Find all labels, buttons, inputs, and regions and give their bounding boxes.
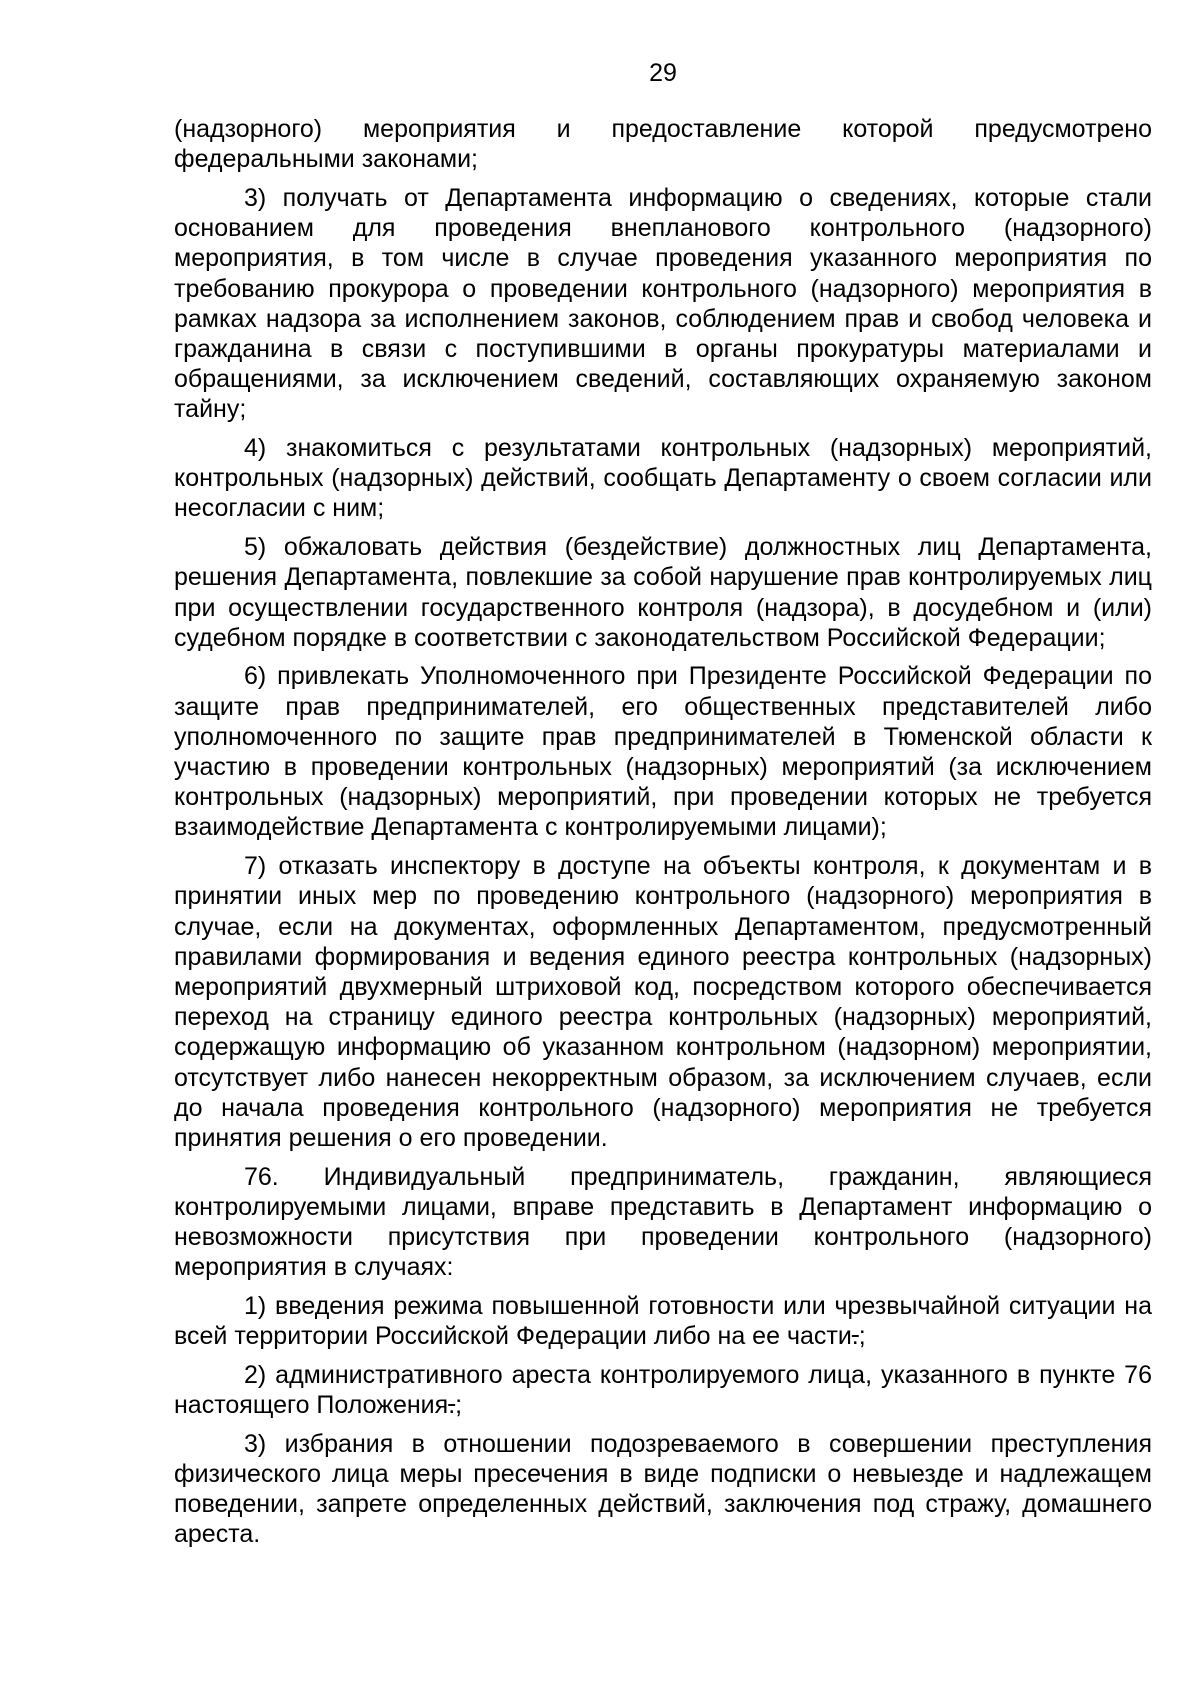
struck-period: . — [851, 1322, 859, 1351]
paragraph-item-7: 7) отказать инспектору в доступе на объекты контроля, к документам и в принятии иных мер по проведению контрольного (надзорного) мероприятия в случае, если на документах, оформленных Департаментом, предусмотренный правилами формирования и ведения единого реестра контрольных (надзорных) мероприятий двухмерный штриховой код, посредством которого обеспечивается переход на страницу единого реестра контрольных (надзорных) мероприятий, содержащую информацию об указанном контрольном (надзорном) мероприятии, отсутствует либо нанесен некорректным образом, за исключением случаев, если до начала проведения контрольного (надзорного) мероприятия не требуется принятия решения о его проведении. — [174, 852, 1152, 1152]
paragraph-clause-76-item-2 — [174, 1360, 1152, 1420]
paragraph-item-3: 3) получать от Департамента информацию о сведениях, которые стали основанием для проведения внепланового контрольного (надзорного) мероприятия, в том числе в случае проведения указанного мероприятия по требованию прокурора о проведении контрольного (надзорного) мероприятия в рамках надзора за исполнением законов, соблюдением прав и свобод человека и гражданина в связи с поступившими в органы прокуратуры материалами и обращениями, за исключением сведений, составляющих охраняемую законом тайну; — [174, 183, 1152, 424]
item-1-text: 1) введения режима повышенной готовности или чрезвычайной ситуации на всей территории Российской Федерации либо на ее части — [174, 1292, 1152, 1351]
paragraph-clause-76-item-3: 3) избрания в отношении подозреваемого в совершении преступления физического лица меры пресечения в виде подписки о невыезде и надлежащем поведении, запрете определенных действий, заключения под стражу, домашнего ареста. — [174, 1429, 1152, 1549]
item-2-text: 2) административного ареста контролируемого лица, указанного в пункте 76 настоящего Положения — [174, 1360, 1152, 1420]
document-body — [174, 114, 1152, 1558]
paragraph-item-5: 5) обжаловать действия (бездействие) должностных лиц Департамента, решения Департамента, повлекшие за собой нарушение прав контролируемых лиц при осуществлении государственного контроля (надзора), в досудебном и (или) судебном порядке в соответствии с законодательством Российской Федерации; — [174, 533, 1152, 652]
paragraph-item-6: 6) привлекать Уполномоченного при Президенте Российской Федерации по защите прав предпринимателей, его общественных представителей либо уполномоченного по защите прав предпринимателей в Тюменской области к участию в проведении контрольных (надзорных) мероприятий (за исключением контрольных (надзорных) мероприятий, при проведении которых не требуется взаимодействие Департамента с контролируемыми лицами); — [174, 662, 1152, 842]
paragraph-clause-76: 76. Индивидуальный предприниматель, гражданин, являющиеся контролируемыми лицами, вправе представить в Департамент информацию о невозможности присутствия при проведении контрольного (надзорного) мероприятия в случаях: — [174, 1162, 1152, 1282]
paragraph-clause-76-item-1 — [174, 1291, 1152, 1351]
item-1-end: ; — [858, 1322, 866, 1351]
item-2-end: ; — [455, 1391, 463, 1420]
paragraph-item-4: 4) знакомиться с результатами контрольных (надзорных) мероприятий, контрольных (надзорных) действий, сообщать Департаменту о своем согласии или несогласии с ним; — [174, 434, 1152, 523]
struck-period: . — [448, 1391, 456, 1420]
paragraph-continuation: (надзорного) мероприятия и предоставление которой предусмотрено федеральными законами; — [174, 115, 1152, 174]
page-number: 29 — [649, 59, 677, 87]
